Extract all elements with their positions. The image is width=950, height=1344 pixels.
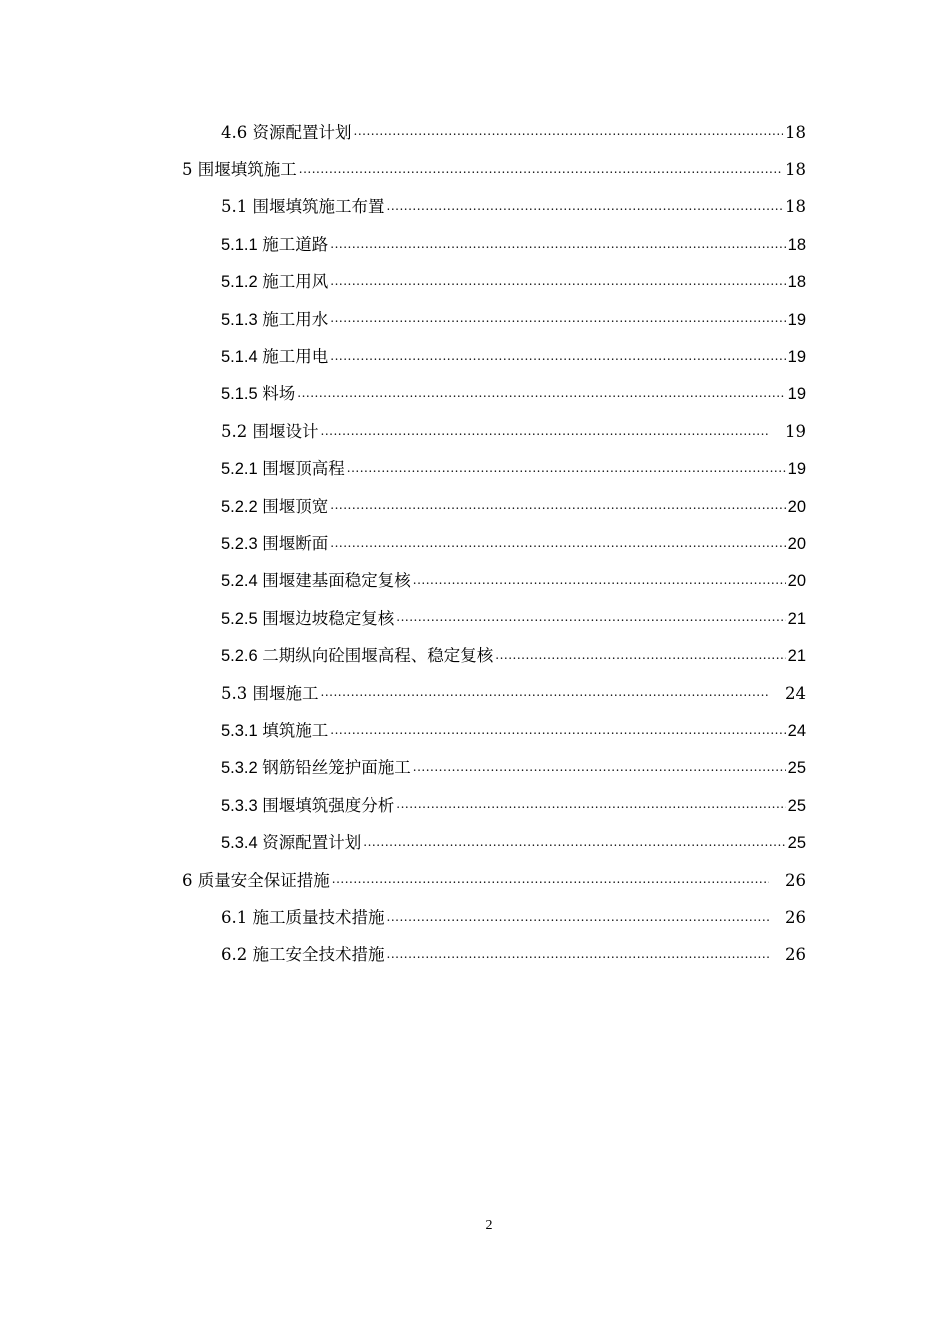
toc-dot-leader bbox=[321, 421, 770, 451]
toc-dot-leader bbox=[330, 234, 785, 264]
toc-dot-leader bbox=[299, 159, 783, 189]
toc-entry[interactable] bbox=[0, 750, 950, 787]
toc-entry-label: 5 围堰填筑施工 bbox=[182, 160, 297, 180]
toc-entry-label: 6.1 施工质量技术措施 bbox=[221, 907, 385, 927]
toc-entry-label: 5.3.1 填筑施工 bbox=[221, 721, 329, 740]
page-number: 2 bbox=[485, 1218, 493, 1233]
toc-entry[interactable] bbox=[0, 525, 950, 562]
toc-dot-leader bbox=[387, 196, 784, 226]
toc-dot-leader bbox=[330, 720, 785, 750]
toc-entry[interactable] bbox=[0, 114, 950, 151]
toc-entry[interactable] bbox=[0, 637, 950, 674]
toc-entry-page: 21 bbox=[787, 647, 806, 666]
toc-entry-page: 20 bbox=[787, 572, 806, 591]
toc-entry-label: 4.6 资源配置计划 bbox=[221, 122, 352, 142]
toc-entry-page: 21 bbox=[787, 609, 806, 628]
toc-dot-leader bbox=[321, 682, 770, 712]
toc-entry-label: 5.2.2 围堰顶宽 bbox=[221, 497, 329, 516]
toc-entry-page: 18 bbox=[785, 160, 806, 180]
toc-entry-label: 5.1.2 施工用风 bbox=[221, 273, 329, 292]
toc-entry-label: 6.2 施工安全技术措施 bbox=[221, 945, 385, 965]
toc-entry-page: 24 bbox=[787, 721, 806, 740]
toc-entry-page: 25 bbox=[787, 834, 806, 853]
toc-entry-label: 5.1.1 施工道路 bbox=[221, 235, 329, 254]
toc-dot-leader bbox=[354, 121, 784, 151]
toc-entry[interactable] bbox=[0, 151, 950, 188]
toc-dot-leader bbox=[330, 533, 785, 563]
toc-entry-page: 24 bbox=[785, 683, 806, 703]
toc-entry[interactable] bbox=[0, 413, 950, 450]
toc-entry-page: 26 bbox=[785, 945, 806, 965]
toc-entry-label: 5.3.4 资源配置计划 bbox=[221, 834, 362, 853]
toc-entry[interactable] bbox=[0, 862, 950, 899]
toc-entry[interactable] bbox=[0, 824, 950, 861]
toc-entry-page: 19 bbox=[787, 385, 806, 404]
toc-entry[interactable] bbox=[0, 787, 950, 824]
toc-entry-label: 5.2 围堰设计 bbox=[221, 421, 319, 441]
toc-dot-leader bbox=[363, 832, 785, 862]
toc-entry-page: 19 bbox=[787, 348, 806, 367]
toc-dot-leader bbox=[396, 794, 785, 824]
toc-entry[interactable] bbox=[0, 563, 950, 600]
toc-entry-label: 5.2.3 围堰断面 bbox=[221, 534, 329, 553]
toc-dot-leader bbox=[297, 383, 785, 413]
toc-entry-label: 5.2.5 围堰边坡稳定复核 bbox=[221, 609, 395, 628]
toc-entry-page: 20 bbox=[787, 534, 806, 553]
toc-dot-leader bbox=[387, 944, 770, 974]
toc-dot-leader bbox=[413, 757, 786, 787]
toc-entry-page: 26 bbox=[785, 907, 806, 927]
toc-entry-page: 19 bbox=[787, 460, 806, 479]
toc-entry-label: 5.1 围堰填筑施工布置 bbox=[221, 197, 385, 217]
toc-dot-leader bbox=[413, 570, 786, 600]
toc-entry[interactable] bbox=[0, 338, 950, 375]
toc-entry-label: 5.1.4 施工用电 bbox=[221, 348, 329, 367]
toc-entry[interactable] bbox=[0, 899, 950, 936]
table-of-contents bbox=[0, 114, 950, 974]
toc-entry-page: 26 bbox=[785, 870, 806, 890]
toc-entry[interactable] bbox=[0, 675, 950, 712]
toc-dot-leader bbox=[330, 271, 785, 301]
toc-entry[interactable] bbox=[0, 488, 950, 525]
toc-entry-label: 5.3.3 围堰填筑强度分析 bbox=[221, 796, 395, 815]
toc-entry-page: 25 bbox=[787, 796, 806, 815]
toc-dot-leader bbox=[332, 869, 769, 899]
toc-entry[interactable] bbox=[0, 600, 950, 637]
toc-entry[interactable] bbox=[0, 376, 950, 413]
toc-entry-page: 25 bbox=[787, 759, 806, 778]
toc-dot-leader bbox=[330, 495, 785, 525]
toc-dot-leader bbox=[330, 308, 785, 338]
toc-entry[interactable] bbox=[0, 226, 950, 263]
toc-entry-label: 5.2.4 围堰建基面稳定复核 bbox=[221, 572, 411, 591]
toc-entry-label: 5.3 围堰施工 bbox=[221, 683, 319, 703]
toc-entry[interactable] bbox=[0, 451, 950, 488]
toc-entry-label: 5.2.1 围堰顶高程 bbox=[221, 460, 345, 479]
toc-entry[interactable] bbox=[0, 301, 950, 338]
toc-entry-label: 5.2.6 二期纵向砼围堰高程、稳定复核 bbox=[221, 647, 494, 666]
toc-entry-label: 5.1.3 施工用水 bbox=[221, 310, 329, 329]
toc-dot-leader bbox=[347, 458, 786, 488]
toc-entry[interactable] bbox=[0, 712, 950, 749]
toc-entry-label: 6 质量安全保证措施 bbox=[182, 870, 330, 890]
toc-entry-page: 18 bbox=[785, 197, 806, 217]
toc-dot-leader bbox=[387, 907, 770, 937]
toc-dot-leader bbox=[330, 346, 785, 376]
toc-entry-page: 18 bbox=[787, 273, 806, 292]
toc-dot-leader bbox=[396, 607, 785, 637]
toc-entry-page: 19 bbox=[787, 310, 806, 329]
toc-entry-label: 5.1.5 料场 bbox=[221, 385, 296, 404]
toc-entry-page: 18 bbox=[787, 235, 806, 254]
toc-entry[interactable] bbox=[0, 937, 950, 974]
toc-entry[interactable] bbox=[0, 189, 950, 226]
toc-entry-page: 18 bbox=[785, 122, 806, 142]
toc-entry-page: 19 bbox=[785, 421, 806, 441]
toc-dot-leader bbox=[495, 645, 785, 675]
toc-entry-page: 20 bbox=[787, 497, 806, 516]
toc-entry[interactable] bbox=[0, 264, 950, 301]
toc-entry-label: 5.3.2 钢筋铅丝笼护面施工 bbox=[221, 759, 411, 778]
